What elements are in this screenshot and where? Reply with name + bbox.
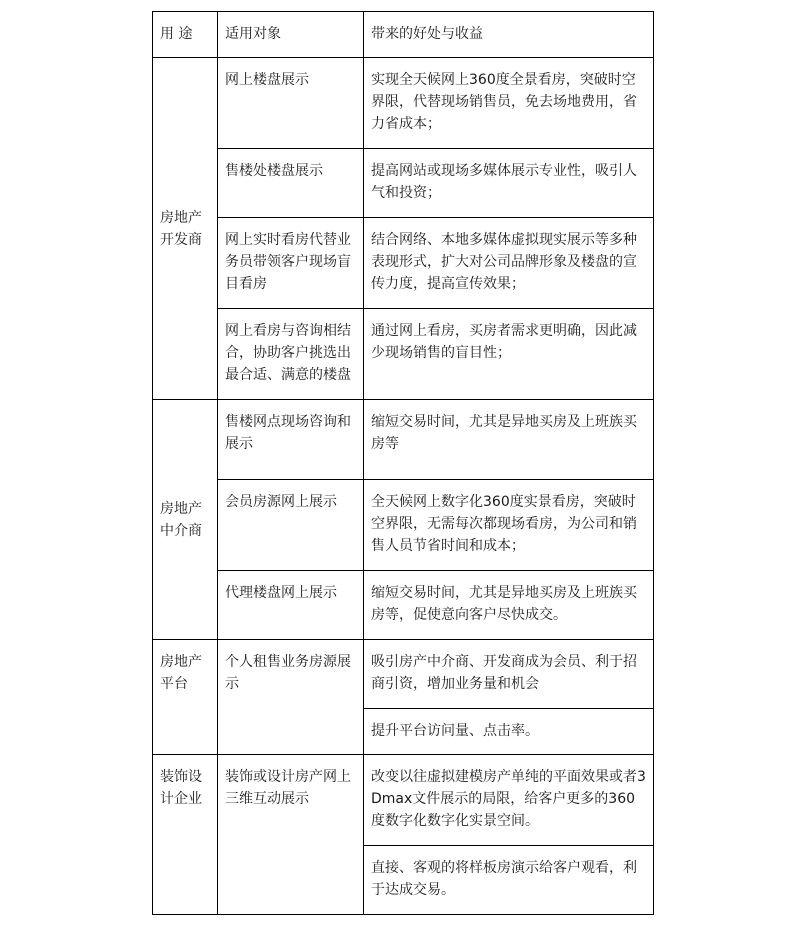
use-label: 装饰设计企业	[160, 769, 202, 807]
use-label: 房地产 平台	[160, 654, 202, 692]
benefit-cell: 缩短交易时间，尤其是异地买房及上班族买房等，促使意向客户尽快成交。	[364, 571, 654, 640]
use-cell-decoration	[153, 755, 218, 915]
table-row	[153, 149, 654, 218]
table-row	[153, 480, 654, 571]
benefit-cell: 缩短交易时间，尤其是异地买房及上班族买房等	[364, 400, 654, 480]
target-cell: 代理楼盘网上展示	[218, 571, 364, 640]
benefit-cell: 全天候网上数字化360度实景看房，突破时空界限，无需每次都现场看房，为公司和销售人员节省时间和成本；	[364, 480, 654, 571]
target-cell: 网上看房与咨询相结合，协助客户挑选出最合适、满意的楼盘	[218, 309, 364, 400]
benefits-table	[152, 11, 654, 915]
header-target: 适用对象	[218, 12, 364, 58]
header-benefit: 带来的好处与收益	[364, 12, 654, 58]
table-header-row	[153, 12, 654, 58]
table-row	[153, 571, 654, 640]
target-cell: 售楼网点现场咨询和展示	[218, 400, 364, 480]
benefit-cell: 提升平台访问量、点击率。	[364, 709, 654, 755]
target-cell: 网上实时看房代替业务员带领客户现场盲目看房	[218, 218, 364, 309]
target-cell: 网上楼盘展示	[218, 58, 364, 149]
use-cell-developer	[153, 58, 218, 400]
target-cell: 个人租售业务房源展示	[218, 640, 364, 755]
target-cell: 装饰或设计房产网上三维互动展示	[218, 755, 364, 915]
benefit-cell: 实现全天候网上360度全景看房，突破时空界限，代替现场销售员，免去场地费用，省力省成本；	[364, 58, 654, 149]
benefit-cell: 吸引房产中介商、开发商成为会员、利于招商引资，增加业务量和机会	[364, 640, 654, 709]
target-cell: 会员房源网上展示	[218, 480, 364, 571]
benefit-cell: 结合网络、本地多媒体虚拟现实展示等多种表现形式，扩大对公司品牌形象及楼盘的宣传力度，提高宣传效果；	[364, 218, 654, 309]
use-label: 房地产 开发商	[160, 210, 202, 248]
benefit-cell: 直接、客观的将样板房演示给客户观看，利于达成交易。	[364, 846, 654, 915]
use-cell-agency	[153, 400, 218, 640]
table-row	[153, 400, 654, 480]
target-cell: 售楼处楼盘展示	[218, 149, 364, 218]
table-row	[153, 58, 654, 149]
use-label: 房地产 中介商	[160, 501, 202, 539]
table-row	[153, 218, 654, 309]
table-row	[153, 755, 654, 846]
table-row	[153, 309, 654, 400]
header-use: 用 途	[153, 12, 218, 58]
benefit-cell: 改变以往虚拟建模房产单纯的平面效果或者3Dmax文件展示的局限，给客户更多的360度数字化数字化实景空间。	[364, 755, 654, 846]
use-cell-platform	[153, 640, 218, 755]
benefit-cell: 通过网上看房，买房者需求更明确，因此减少现场销售的盲目性；	[364, 309, 654, 400]
table-row	[153, 640, 654, 709]
benefit-cell: 提高网站或现场多媒体展示专业性，吸引人气和投资；	[364, 149, 654, 218]
